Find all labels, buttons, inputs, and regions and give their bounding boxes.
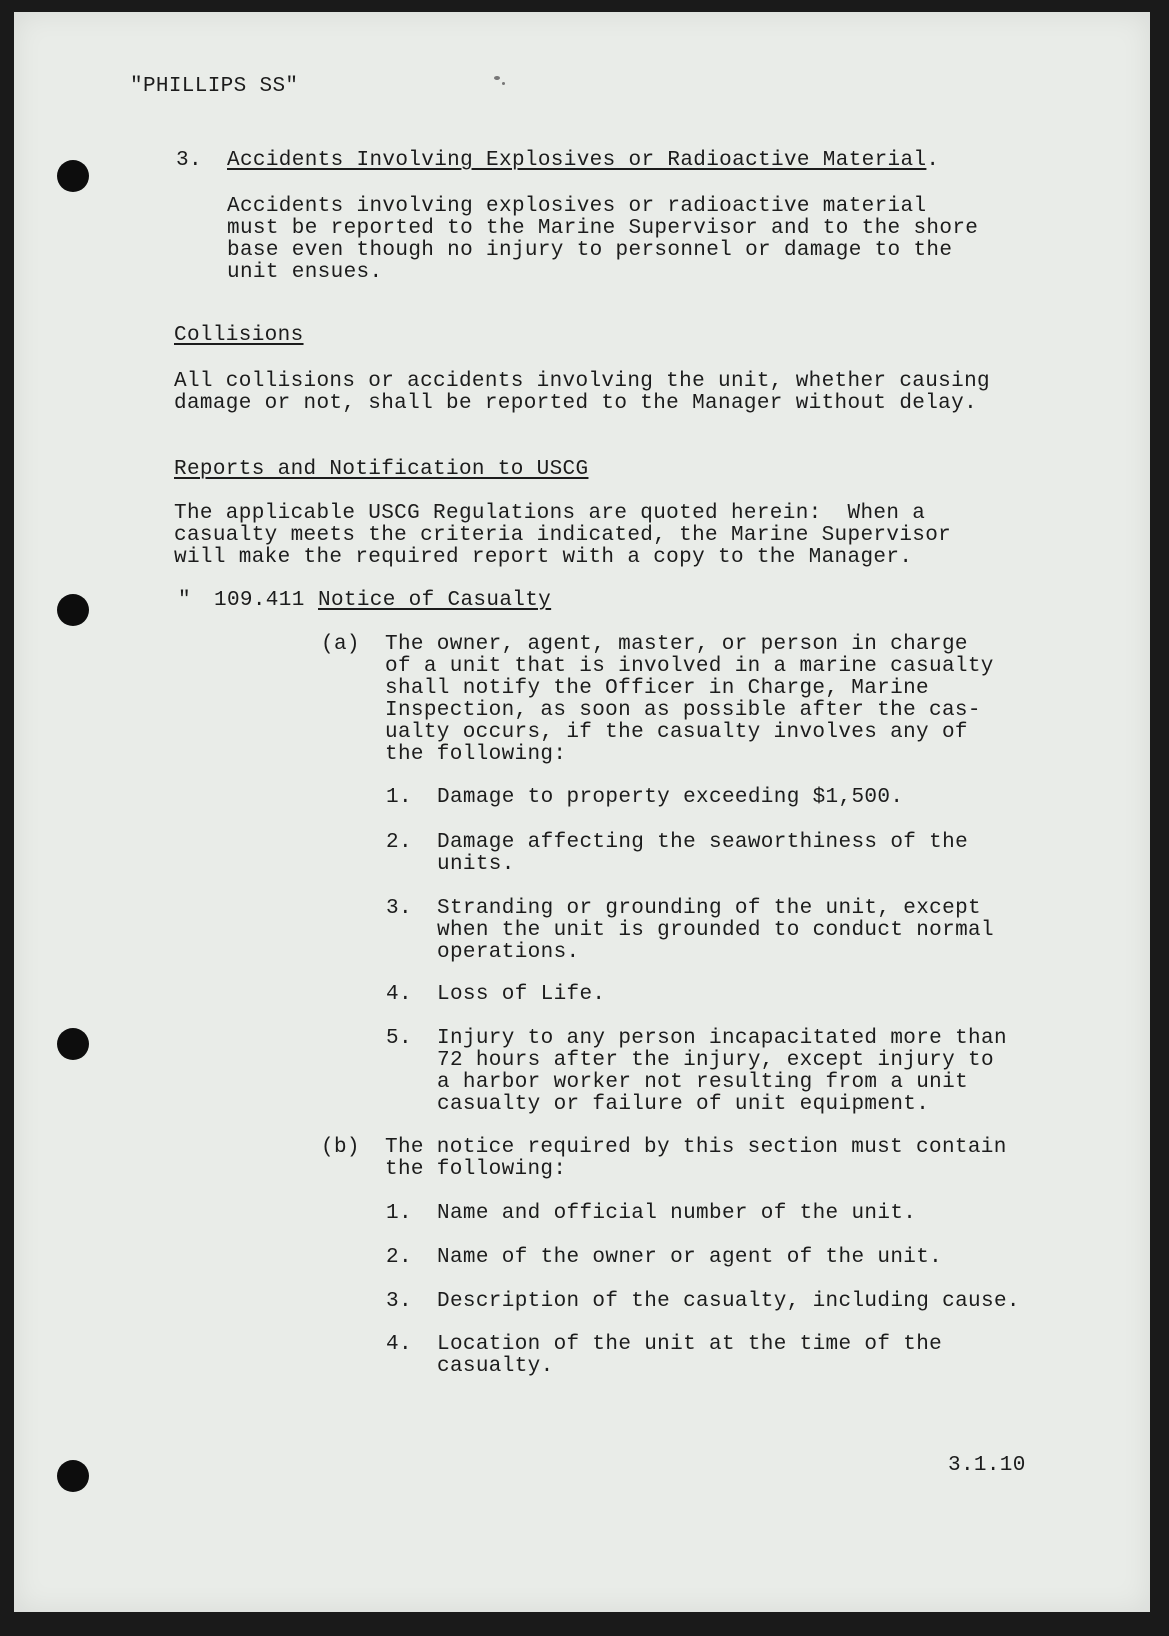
reports-heading: Reports and Notification to USCG	[174, 458, 589, 481]
subsection-a-line: ualty occurs, if the casualty involves any of	[385, 721, 968, 744]
list-b-item-line: casualty.	[437, 1355, 554, 1378]
subsection-a-line: Inspection, as soon as possible after the cas-	[385, 699, 981, 722]
subsection-a-line: the following:	[385, 743, 567, 766]
list-a-item-number: 2.	[386, 831, 412, 854]
subsection-b-label: (b)	[321, 1136, 360, 1159]
subsection-a-line: of a unit that is involved in a marine casualty	[385, 655, 994, 678]
punch-hole	[57, 160, 89, 192]
page-number: 3.1.10	[948, 1454, 1026, 1477]
notice-section-number: 109.411	[214, 589, 305, 612]
subsection-b-line: the following:	[385, 1158, 567, 1181]
list-a-item-line: when the unit is grounded to conduct normal	[437, 919, 994, 942]
punch-hole	[57, 1460, 89, 1492]
collisions-body-line: damage or not, shall be reported to the Manager without delay.	[174, 392, 978, 415]
reports-body-line: The applicable USCG Regulations are quoted herein: When a	[174, 502, 926, 525]
section-3-body-line: Accidents involving explosives or radioactive material	[227, 195, 927, 218]
punch-hole	[57, 1028, 89, 1060]
scan-speck	[494, 76, 500, 80]
notice-quote-mark: "	[178, 589, 191, 612]
subsection-a-line: shall notify the Officer in Charge, Marine	[385, 677, 929, 700]
list-b-item-number: 3.	[386, 1290, 412, 1313]
list-b-item-number: 2.	[386, 1246, 412, 1269]
reports-body-line: will make the required report with a copy to the Manager.	[174, 546, 913, 569]
header-title: "PHILLIPS SS"	[130, 75, 299, 98]
list-b-item-number: 1.	[386, 1202, 412, 1225]
list-a-item-number: 1.	[386, 786, 412, 809]
section-3-body-line: must be reported to the Marine Supervisor and to the shore	[227, 217, 979, 240]
notice-heading: Notice of Casualty	[318, 589, 552, 612]
list-a-item-number: 5.	[386, 1027, 412, 1050]
list-a-item-line: Loss of Life.	[437, 983, 606, 1006]
list-a-item-line: 72 hours after the injury, except injury to	[437, 1049, 994, 1072]
list-a-item-line: a harbor worker not resulting from a unit	[437, 1071, 969, 1094]
section-3-body-line: unit ensues.	[227, 261, 383, 284]
scan-speck	[502, 82, 505, 85]
list-b-item-line: Description of the casualty, including cause.	[437, 1290, 1020, 1313]
list-a-item-line: Damage to property exceeding $1,500.	[437, 786, 904, 809]
list-a-item-line: operations.	[437, 941, 580, 964]
section-3-number: 3.	[176, 149, 202, 172]
list-a-item-line: units.	[437, 853, 515, 876]
section-3-heading	[227, 150, 939, 173]
collisions-body-line: All collisions or accidents involving the unit, whether causing	[174, 370, 990, 393]
list-a-item-line: casualty or failure of unit equipment.	[437, 1093, 930, 1116]
document-page	[14, 12, 1150, 1612]
list-a-item-line: Injury to any person incapacitated more than	[437, 1027, 1007, 1050]
subsection-a-label: (a)	[321, 633, 360, 656]
section-3-body-line: base even though no injury to personnel or damage to the	[227, 239, 953, 262]
list-a-item-line: Damage affecting the seaworthiness of the	[437, 831, 969, 854]
subsection-b-line: The notice required by this section must contain	[385, 1136, 1007, 1159]
collisions-heading: Collisions	[174, 324, 304, 347]
list-a-item-number: 4.	[386, 983, 412, 1006]
list-b-item-line: Location of the unit at the time of the	[437, 1333, 943, 1356]
list-a-item-line: Stranding or grounding of the unit, except	[437, 897, 981, 920]
punch-hole	[57, 594, 89, 626]
section-3-heading-text: Accidents Involving Explosives or Radioactive Material	[227, 149, 927, 172]
subsection-a-line: The owner, agent, master, or person in charge	[385, 633, 968, 656]
list-b-item-number: 4.	[386, 1333, 412, 1356]
list-a-item-number: 3.	[386, 897, 412, 920]
list-b-item-line: Name and official number of the unit.	[437, 1202, 917, 1225]
section-3-heading-period: .	[926, 149, 940, 172]
list-b-item-line: Name of the owner or agent of the unit.	[437, 1246, 943, 1269]
reports-body-line: casualty meets the criteria indicated, the Marine Supervisor	[174, 524, 952, 547]
